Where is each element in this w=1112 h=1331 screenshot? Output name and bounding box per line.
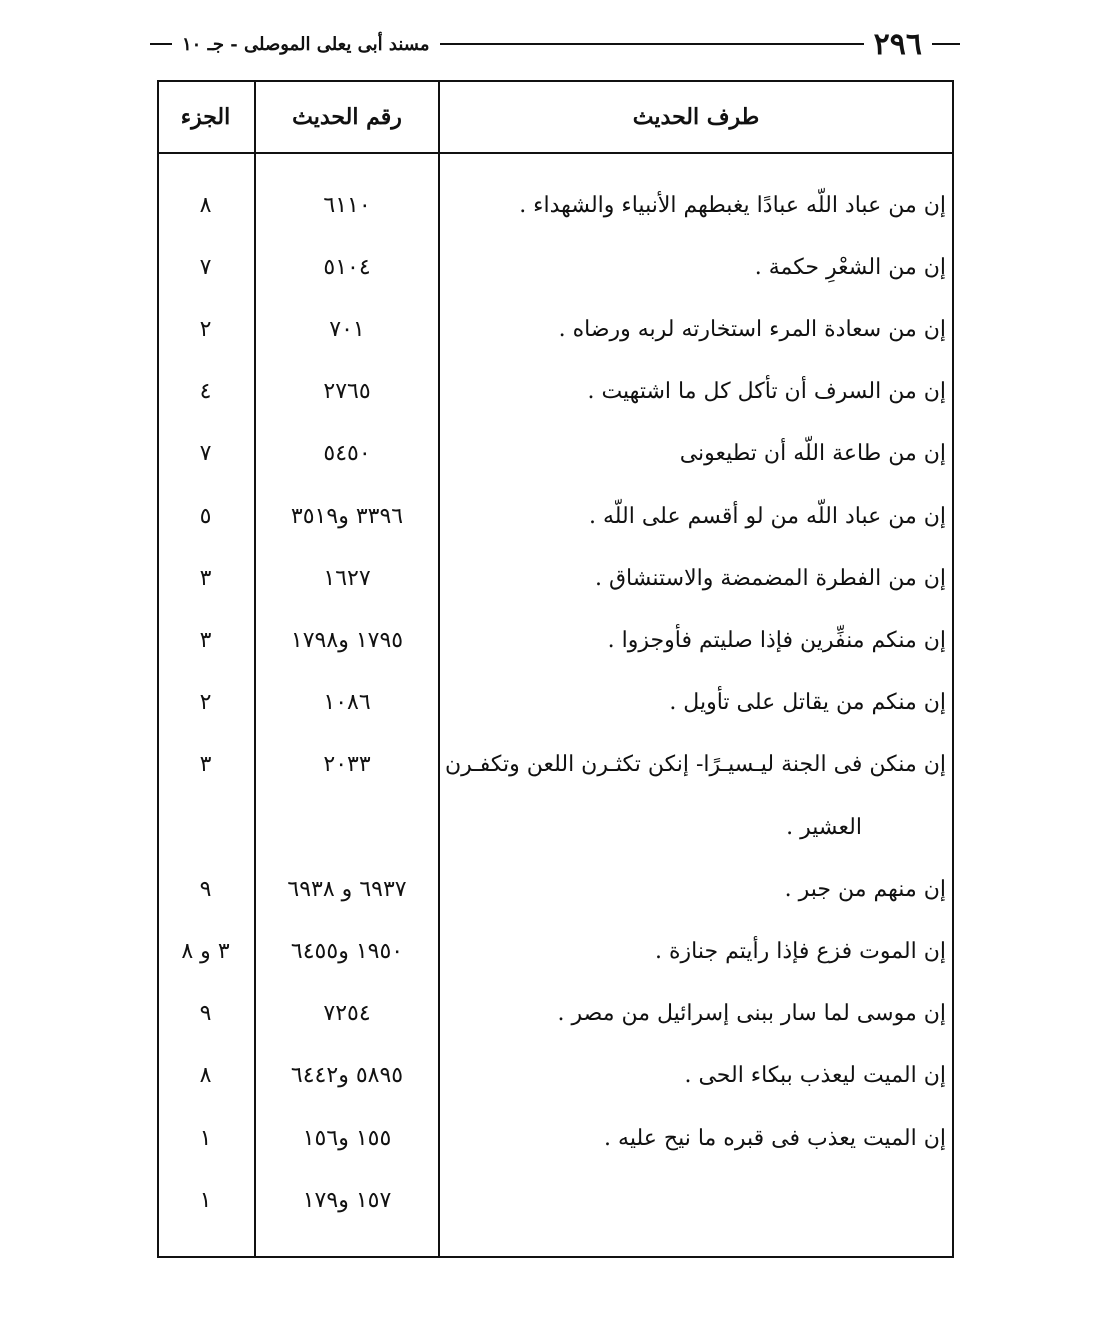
hadith-text: إن منهم من جبر . [784,876,946,902]
table-row [159,236,952,298]
volume-number: ١ [199,1187,212,1213]
volume-number: ٣ [199,752,212,778]
table-header-rule [159,152,952,154]
hadith-number: ٢٠٣٣ [323,752,371,778]
hadith-number [256,796,438,858]
table-row [159,858,952,920]
hadith-number: ٢٧٦٥ [323,379,371,405]
hadith-number: ٥٤٥٠ [323,441,371,467]
hadith-number: ٧٠١ [329,316,365,342]
header-dash [150,43,172,45]
hadith-text: إن من طاعة اللّه أن تطيعونى [679,441,946,467]
volume-number: ٨ [199,192,212,218]
hadith-text: إن منكم من يقاتل على تأويل . [669,690,946,716]
volume-number: ٣ و ٨ [181,938,230,964]
volume-number: ٢ [199,316,212,342]
table-row [159,920,952,982]
hadith-text: إن من الفطرة المضمضة والاستنشاق . [594,565,946,591]
hadith-text: إن منكن فى الجنة ليـسيـرًا- إنكن تكثـرن اللعن وتكفـرن [444,752,946,778]
table-row [159,485,952,547]
volume-number: ٥ [199,503,212,529]
hadith-index-table [157,80,954,1258]
volume-number: ٩ [199,1001,212,1027]
header-dash [932,43,960,45]
volume-number: ٧ [199,254,212,280]
volume-number [157,796,254,858]
hadith-number: ١٩٥٠ و٦٤٥٥ [290,938,404,964]
book-title: مسند أبى يعلى الموصلى - جـ ١٠ [182,33,430,55]
hadith-number: ٦٩٣٧ و ٦٩٣٨ [287,876,407,902]
volume-number: ٨ [199,1063,212,1089]
hadith-text: إن منكم منفِّرين فإذا صليتم فأوجزوا . [607,627,946,653]
hadith-number: ٥١٠٤ [323,254,371,280]
volume-number: ٣ [199,565,212,591]
table-row [159,547,952,609]
volume-number: ١ [199,1125,212,1151]
table-row [159,423,952,485]
volume-number: ٧ [199,441,212,467]
volume-number: ٤ [199,379,212,405]
header-rule [440,43,864,45]
table-row [159,1107,952,1169]
table-row [159,983,952,1045]
hadith-number: ١٦٢٧ [323,565,371,591]
hadith-text: إن من سعادة المرء استخارته لربه ورضاه . [558,316,946,342]
hadith-text: إن من عباد اللّه من لو أقسم على اللّه . [588,503,946,529]
table-row [159,796,952,858]
hadith-number: ٧٢٥٤ [323,1001,371,1027]
hadith-number: ١٧٩٥ و١٧٩٨ [290,627,404,653]
table-row [159,1169,952,1231]
table-row [159,734,952,796]
column-header-number: رقم الحديث [292,104,402,130]
page-header [150,24,960,64]
table-row [159,1045,952,1107]
hadith-text: إن من عباد اللّه عبادًا يغبطهم الأنبياء والشهداء . [519,192,946,218]
hadith-number: ١٠٨٦ [323,690,371,716]
hadith-number: ٥٨٩٥ و٦٤٤٢ [290,1063,404,1089]
column-header-part: الجزء [180,104,231,130]
column-header-hadith: طرف الحديث [632,104,760,130]
hadith-text [446,1169,946,1231]
hadith-text: إن الموت فزع فإذا رأيتم جنازة . [655,938,946,964]
volume-number: ٣ [199,627,212,653]
table-row [159,609,952,671]
hadith-number: ٣٣٩٦ و٣٥١٩ [290,503,404,529]
table-row [159,174,952,236]
table-row [159,672,952,734]
hadith-number: ٦١١٠ [323,192,371,218]
hadith-text: إن الميت ليعذب ببكاء الحى . [684,1063,946,1089]
volume-number: ٢ [199,690,212,716]
hadith-text: العشير . [786,814,862,840]
hadith-text: إن الميت يعذب فى قبره ما نيح عليه . [604,1125,946,1151]
hadith-text: إن من السرف أن تأكل كل ما اشتهيت . [587,379,946,405]
table-row [159,298,952,360]
table-row [159,361,952,423]
volume-number: ٩ [199,876,212,902]
page-number: ٢٩٦ [873,26,922,62]
hadith-text: إن موسى لما سار ببنى إسرائيل من مصر . [557,1001,946,1027]
hadith-number: ١٥٥ و١٥٦ [302,1125,392,1151]
hadith-number: ١٥٧ و١٧٩ [302,1187,392,1213]
hadith-text: إن من الشعْرِ حكمة . [754,254,946,280]
